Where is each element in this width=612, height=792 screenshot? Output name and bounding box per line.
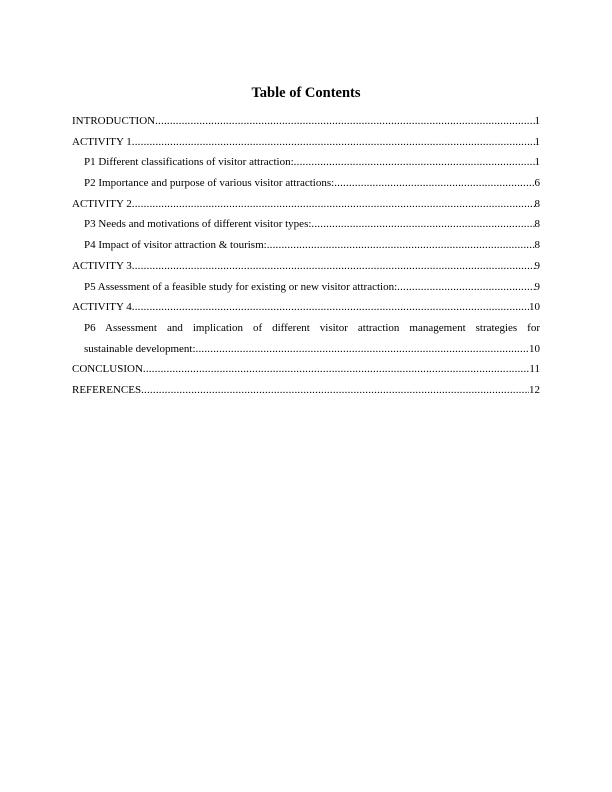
toc-page-number: 8 [534, 197, 540, 210]
toc-page-number: 1 [534, 135, 540, 148]
toc-entry-p1[interactable] [72, 152, 540, 173]
toc-entry-label: ACTIVITY 4 [72, 301, 132, 314]
toc-page-number: 1 [534, 156, 540, 169]
dot-leader [155, 111, 534, 132]
toc-entry-line-2 [84, 339, 540, 360]
toc-entry-activity-1[interactable] [72, 132, 540, 153]
dot-leader [141, 380, 529, 401]
toc-page-number: 1 [534, 115, 540, 127]
dot-leader [267, 235, 535, 256]
toc-entry-activity-3[interactable] [72, 256, 540, 277]
dot-leader [132, 132, 535, 153]
toc-entry-label: INTRODUCTION [72, 115, 156, 127]
toc-page-number: 9 [534, 259, 540, 272]
dot-leader [334, 173, 534, 194]
dot-leader [196, 339, 530, 360]
toc-entry-label: CONCLUSION [72, 363, 143, 376]
toc-page-number: 9 [534, 280, 540, 293]
toc-entry-label: ACTIVITY 3 [72, 259, 132, 272]
toc-page-number: 8 [534, 239, 540, 252]
dot-leader [143, 359, 530, 380]
toc-entry-p4[interactable] [72, 235, 540, 256]
toc-entry-label-line-2: sustainable development: [84, 342, 196, 355]
dot-leader [132, 194, 535, 215]
toc-entry-label: P1 Different classifications of visitor attraction: [84, 156, 294, 169]
toc-page-number: 6 [534, 177, 540, 190]
toc-entry-label-line-1: P6 Assessment and implication of different visitor attraction management strategies for [84, 321, 540, 334]
toc-entry-label: P2 Importance and purpose of various visitor attractions: [84, 177, 335, 190]
toc-page-number: 12 [529, 383, 540, 396]
toc-entry-label: ACTIVITY 2 [72, 197, 132, 210]
toc-entry-p5[interactable] [72, 277, 540, 298]
toc-entry-p2[interactable] [72, 173, 540, 194]
toc-entry-label: P5 Assessment of a feasible study for existing or new visitor attraction: [84, 280, 398, 293]
toc-entry-label: P3 Needs and motivations of different visitor types: [84, 218, 312, 231]
toc-entry-conclusion[interactable] [72, 359, 540, 380]
toc-entry-label: REFERENCES [72, 383, 142, 396]
toc-entry-label: P4 Impact of visitor attraction & tourism: [84, 239, 267, 252]
toc-page-number: 10 [529, 342, 540, 355]
toc-entry-activity-4[interactable] [72, 297, 540, 318]
toc-page-number: 10 [529, 301, 540, 314]
toc-entry-references[interactable] [72, 380, 540, 401]
toc-page-number: 11 [529, 363, 540, 376]
dot-leader [132, 297, 529, 318]
dot-leader [294, 152, 535, 173]
toc-title: Table of Contents [251, 85, 361, 101]
toc-entry-introduction[interactable] [72, 111, 540, 132]
toc-entry-p3[interactable] [72, 214, 540, 235]
toc-page-number: 8 [534, 218, 540, 231]
toc-entry-label: ACTIVITY 1 [72, 135, 132, 148]
dot-leader [397, 277, 534, 298]
table-of-contents [72, 111, 540, 401]
dot-leader [132, 256, 535, 277]
toc-entry-activity-2[interactable] [72, 194, 540, 215]
toc-entry-p6[interactable] [72, 318, 540, 359]
dot-leader [311, 214, 534, 235]
